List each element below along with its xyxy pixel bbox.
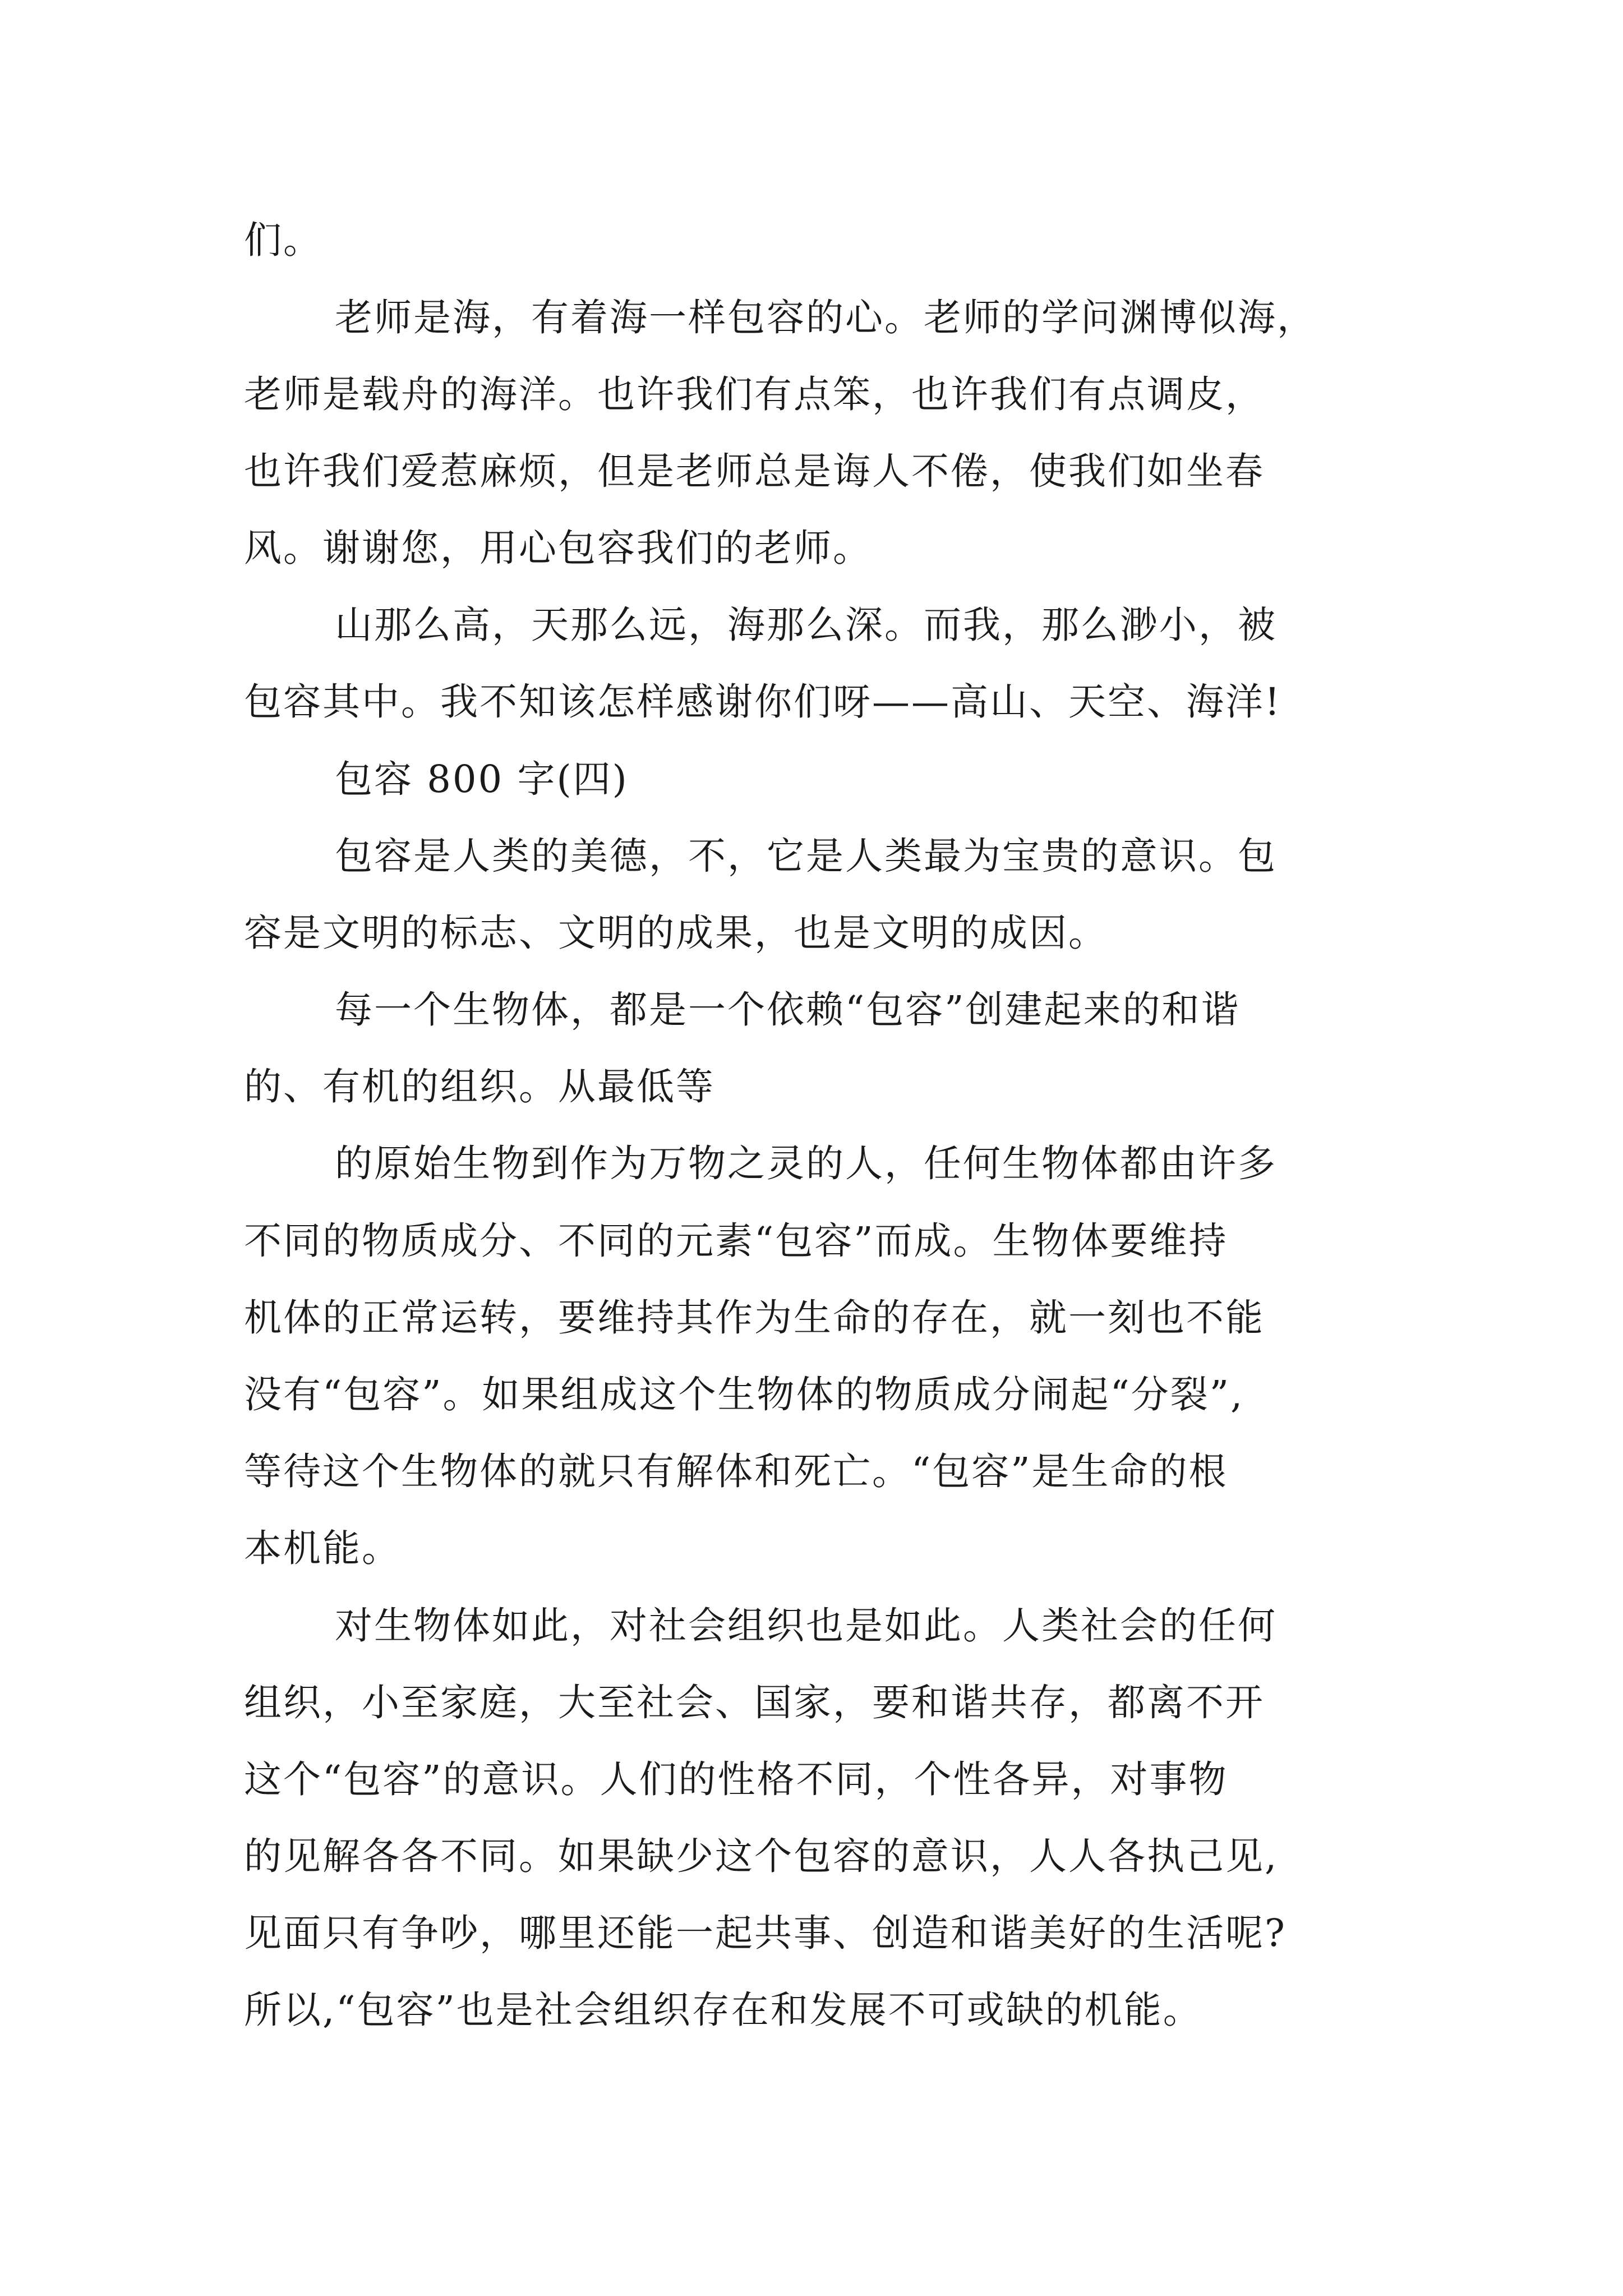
- text-line: 等待这个生物体的就只有解体和死亡。“包容”是生命的根: [244, 1450, 1228, 1493]
- text-line: 老师是载舟的海洋。也许我们有点笨，也许我们有点调皮，: [244, 372, 1265, 416]
- text-line: 没有“包容”。如果组成这个生物体的物质成分闹起“分裂”,: [244, 1373, 1244, 1416]
- text-line: 组织，小至家庭，大至社会、国家，要和谐共存，都离不开: [244, 1681, 1265, 1724]
- paragraph-first-line: 的原始生物到作为万物之灵的人，任何生物体都由许多: [335, 1142, 1277, 1185]
- paragraph-first-line: 每一个生物体，都是一个依赖“包容”创建起来的和谐: [335, 988, 1241, 1032]
- paragraph-first-line: 山那么高，天那么远，海那么深。而我，那么渺小，被: [335, 603, 1277, 647]
- text-line: 们。: [244, 218, 322, 262]
- paragraph-first-line: 老师是海，有着海一样包容的心。老师的学问渊博似海，: [335, 296, 1316, 339]
- paragraph-first-line: 包容是人类的美德，不，它是人类最为宝贵的意识。包: [335, 834, 1277, 878]
- text-line: 包容其中。我不知该怎样感谢你们呀——高山、天空、海洋!: [244, 680, 1281, 724]
- text-line: 容是文明的标志、文明的成果，也是文明的成因。: [244, 911, 1108, 955]
- text-line: 不同的物质成分、不同的元素“包容”而成。生物体要维持: [244, 1219, 1228, 1263]
- text-line: 见面只有争吵，哪里还能一起共事、创造和谐美好的生活呢?: [244, 1911, 1287, 1955]
- text-line: 本机能。: [244, 1526, 401, 1570]
- paragraph-first-line: 对生物体如此，对社会组织也是如此。人类社会的任何: [335, 1604, 1277, 1648]
- text-line: 所以,“包容”也是社会组织存在和发展不可或缺的机能。: [244, 1988, 1202, 2032]
- text-line: 的、有机的组织。从最低等: [244, 1065, 715, 1108]
- text-line: 也许我们爱惹麻烦，但是老师总是诲人不倦，使我们如坐春: [244, 449, 1265, 493]
- text-line: 风。谢谢您，用心包容我们的老师。: [244, 526, 872, 570]
- text-line: 这个“包容”的意识。人们的性格不同，个性各异，对事物: [244, 1757, 1228, 1801]
- text-line: 机体的正常运转，要维持其作为生命的存在，就一刻也不能: [244, 1296, 1265, 1340]
- text-line: 的见解各各不同。如果缺少这个包容的意识，人人各执己见,: [244, 1834, 1279, 1878]
- section-heading: 包容 800 字(四): [335, 757, 629, 801]
